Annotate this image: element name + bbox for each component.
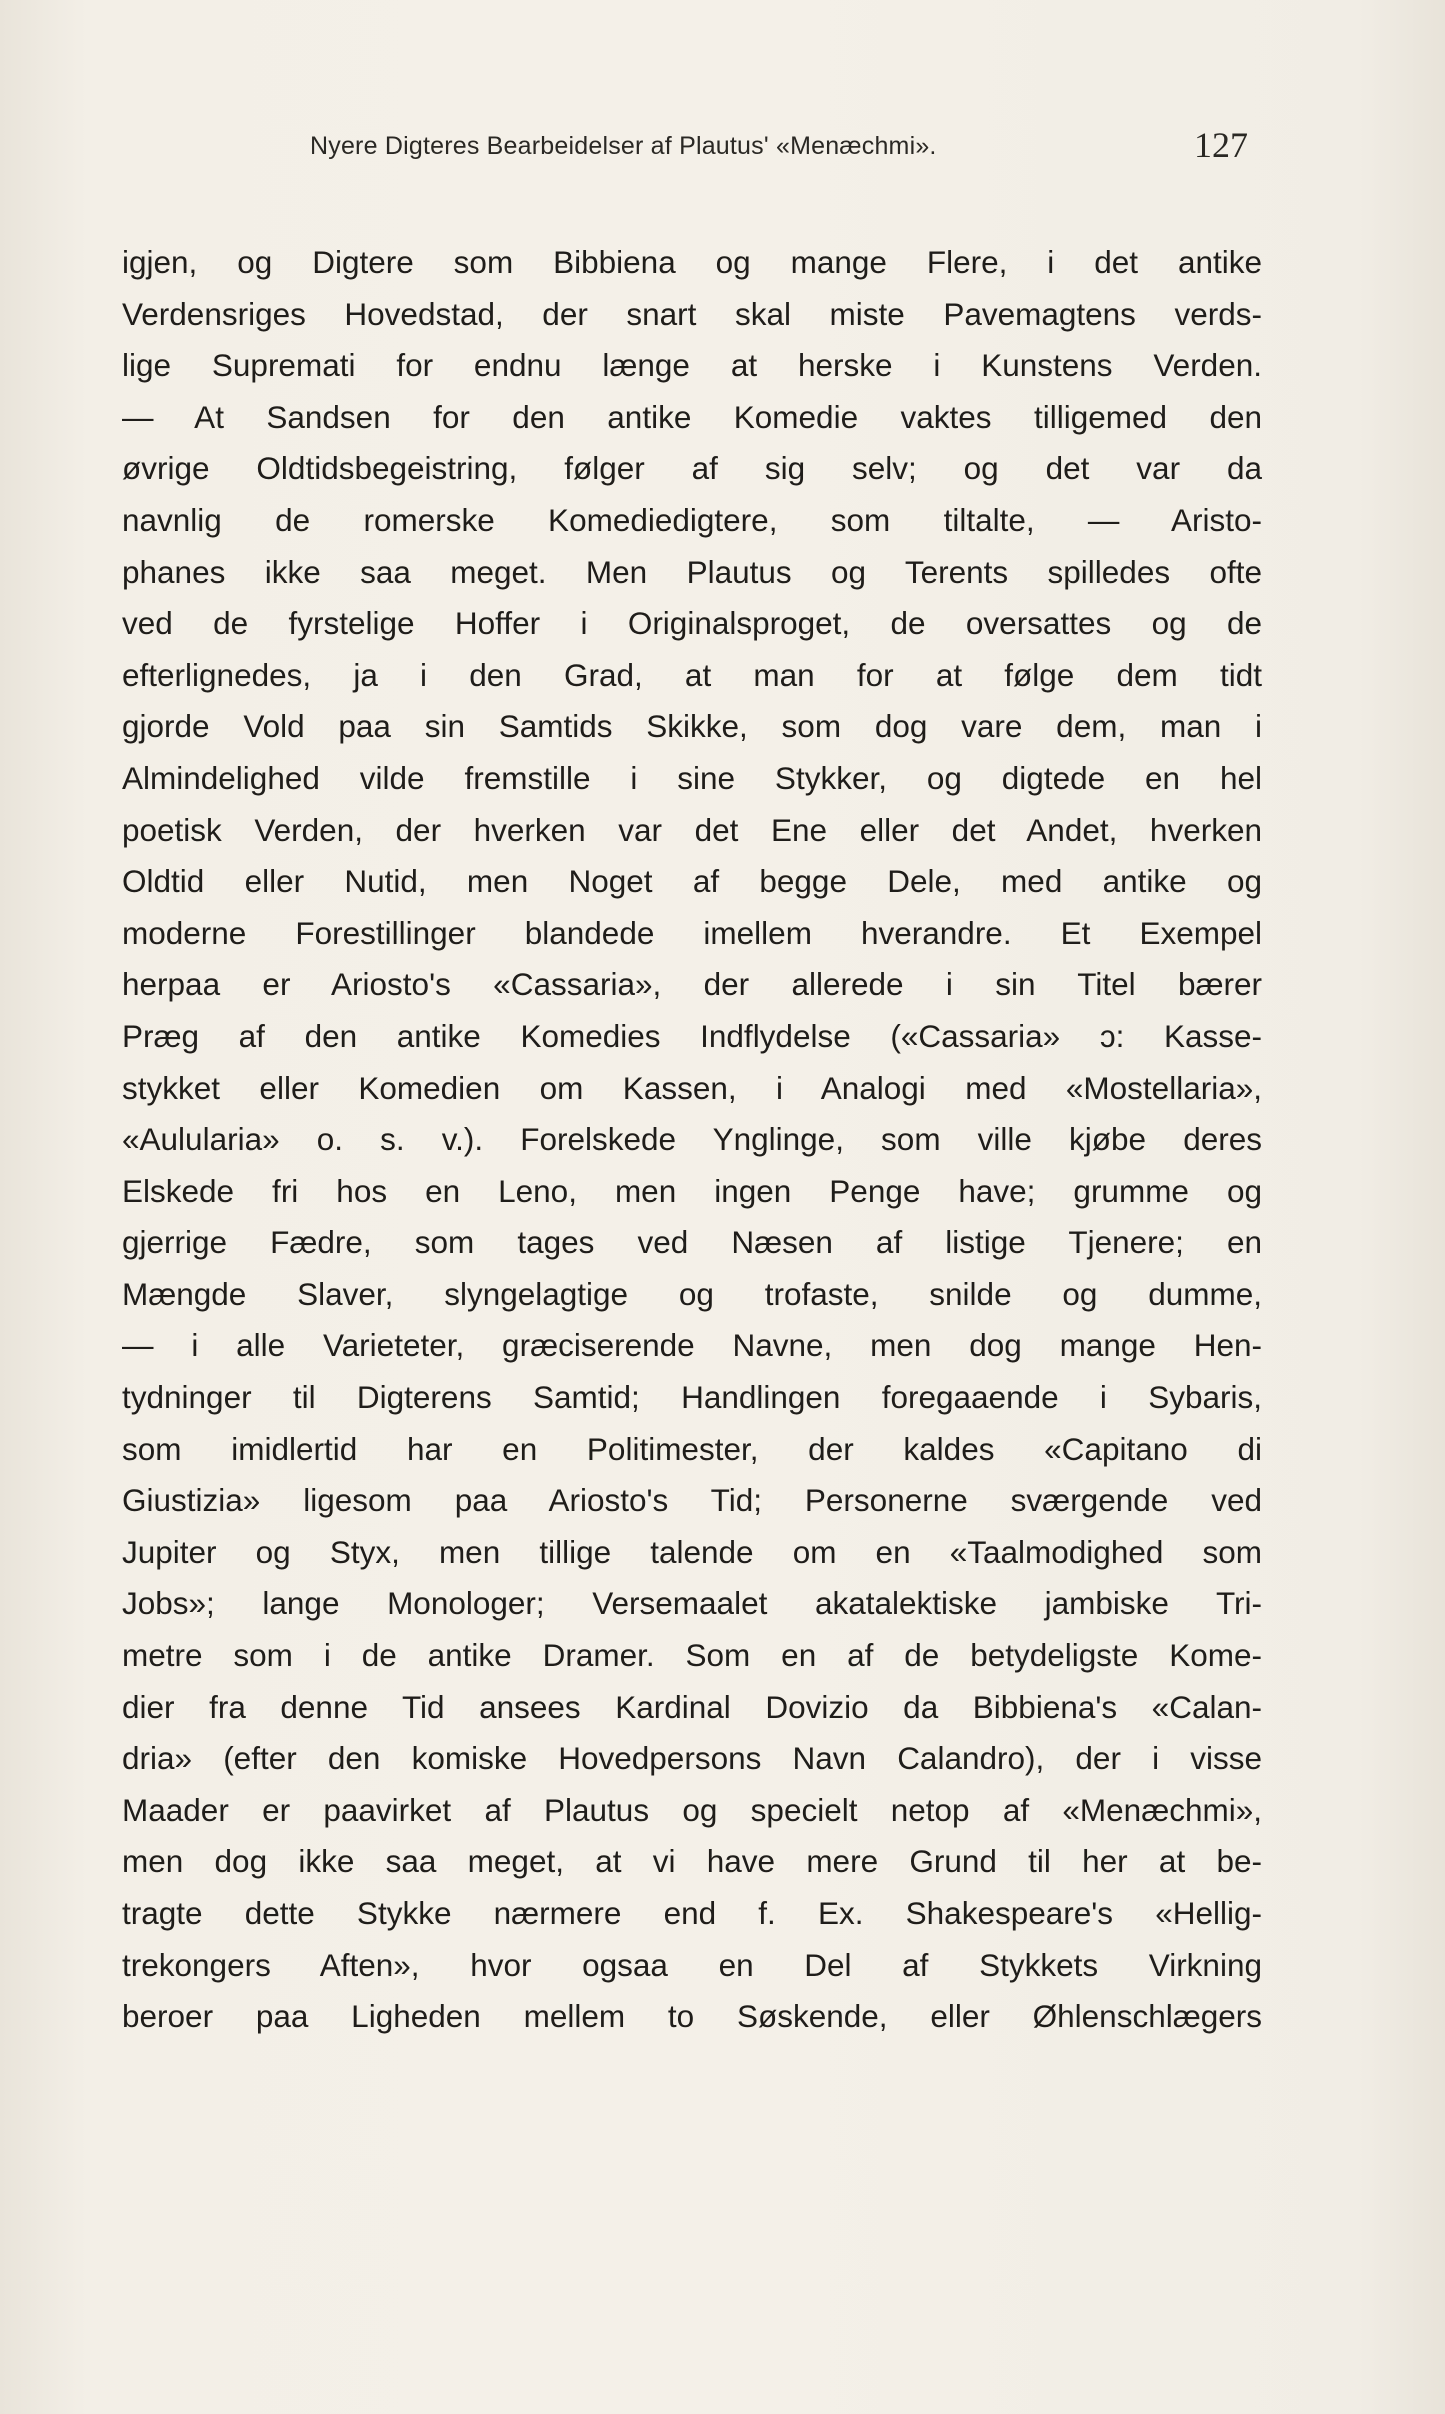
text-line: phanes ikke saa meget. Men Plautus og Terents spilledes ofte — [122, 553, 1262, 590]
text-line: men dog ikke saa meget, at vi have mere Grund til her at be- — [122, 1843, 1262, 1880]
running-title: Nyere Digteres Bearbeidelser af Plautus' «Menæchmi». — [310, 132, 937, 160]
text-line: Mængde Slaver, slyngelagtige og trofaste, snilde og dumme, — [122, 1275, 1262, 1312]
text-line: — i alle Varieteter, græciserende Navne, men dog mange Hen- — [122, 1327, 1262, 1364]
text-line: Oldtid eller Nutid, men Noget af begge Dele, med antike og — [122, 863, 1262, 900]
page-number: 127 — [1194, 125, 1248, 165]
text-line: lige Supremati for endnu længe at herske i Kunstens Verden. — [122, 347, 1262, 384]
text-line: «Aulularia» o. s. v.). Forelskede Ynglinge, som ville kjøbe deres — [122, 1121, 1262, 1158]
text-line: gjorde Vold paa sin Samtids Skikke, som dog vare dem, man i — [122, 708, 1262, 745]
text-line: ved de fyrstelige Hoffer i Originalsproget, de oversattes og de — [122, 605, 1262, 642]
text-line: som imidlertid har en Politimester, der kaldes «Capitano di — [122, 1430, 1262, 1467]
text-line: Verdensriges Hovedstad, der snart skal miste Pavemagtens verds- — [122, 295, 1262, 332]
text-line: navnlig de romerske Komediedigtere, som tiltalte, — Aristo- — [122, 501, 1262, 538]
text-line: poetisk Verden, der hverken var det Ene eller det Andet, hverken — [122, 811, 1262, 848]
body-text — [122, 237, 1262, 2043]
text-line: Almindelighed vilde fremstille i sine Stykker, og digtede en hel — [122, 759, 1262, 796]
text-line: Giustizia» ligesom paa Ariosto's Tid; Personerne sværgende ved — [122, 1482, 1262, 1519]
text-line: Elskede fri hos en Leno, men ingen Penge have; grumme og — [122, 1172, 1262, 1209]
text-line: metre som i de antike Dramer. Som en af de betydeligste Kome- — [122, 1637, 1262, 1674]
text-line: Jupiter og Styx, men tillige talende om en «Taalmodighed som — [122, 1533, 1262, 1570]
text-line: efterlignedes, ja i den Grad, at man for at følge dem tidt — [122, 656, 1262, 693]
text-line: Præg af den antike Komedies Indflydelse («Cassaria» ɔ: Kasse- — [122, 1017, 1262, 1054]
text-line: øvrige Oldtidsbegeistring, følger af sig selv; og det var da — [122, 450, 1262, 487]
text-line: tragte dette Stykke nærmere end f. Ex. Shakespeare's «Hellig- — [122, 1895, 1262, 1931]
text-line: — At Sandsen for den antike Komedie vaktes tilligemed den — [122, 398, 1262, 435]
text-line: stykket eller Komedien om Kassen, i Analogi med «Mostellaria», — [122, 1069, 1262, 1106]
text-line: gjerrige Fædre, som tages ved Næsen af listige Tjenere; en — [122, 1224, 1262, 1261]
text-line: moderne Forestillinger blandede imellem hverandre. Et Exempel — [122, 914, 1262, 951]
text-line: beroer paa Ligheden mellem to Søskende, eller Øhlenschlægers — [122, 1998, 1262, 2035]
text-line: trekongers Aften», hvor ogsaa en Del af Stykkets Virkning — [122, 1946, 1262, 1983]
text-line: dier fra denne Tid ansees Kardinal Dovizio da Bibbiena's «Calan- — [122, 1688, 1262, 1725]
text-line: Maader er paavirket af Plautus og specielt netop af «Menæchmi», — [122, 1791, 1262, 1828]
text-line: herpaa er Ariosto's «Cassaria», der allerede i sin Titel bærer — [122, 966, 1262, 1003]
text-line: Jobs»; lange Monologer; Versemaalet akatalektiske jambiske Tri- — [122, 1585, 1262, 1622]
text-line: igjen, og Digtere som Bibbiena og mange Flere, i det antike — [122, 244, 1262, 280]
text-line: dria» (efter den komiske Hovedpersons Navn Calandro), der i visse — [122, 1740, 1262, 1777]
text-line: tydninger til Digterens Samtid; Handlingen foregaaende i Sybaris, — [122, 1379, 1262, 1416]
